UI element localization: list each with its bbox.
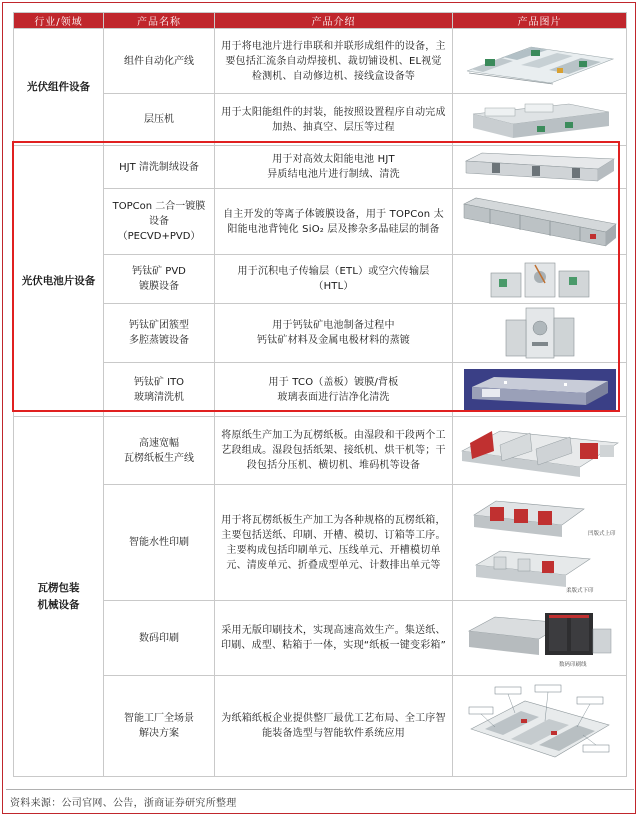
category-pv-module: 光伏组件设备: [14, 29, 104, 146]
product-image-module-line: [453, 29, 627, 94]
source-divider: [6, 789, 634, 790]
product-name: HJT 清洗制绒设备: [104, 146, 215, 189]
product-desc: 采用无版印刷技术，实现高速高效生产。集送纸、印刷、成型、粘箱于一体，实现“纸板一键变彩箱”: [215, 601, 453, 676]
product-image-hjt: [453, 146, 627, 189]
product-image-printing: [453, 485, 627, 601]
product-image-digital-printing: [453, 601, 627, 676]
ito-cleaner-image: [464, 369, 616, 411]
table-row: [14, 94, 627, 146]
product-desc: 用于钙钛矿电池制备过程中 钙钛矿材料及金属电极材料的蒸镀: [215, 304, 453, 363]
table-row: [14, 146, 627, 189]
table-row: [14, 485, 627, 601]
printing-caption-bottom: 柔版式下印: [565, 587, 594, 594]
table-row: [14, 676, 627, 777]
category-corrugated: 瓦楞包装 机械设备: [14, 417, 104, 777]
product-name: 组件自动化产线: [104, 29, 215, 94]
product-image-topcon: [453, 189, 627, 255]
product-desc: 用于沉积电子传输层（ETL）或空穴传输层（HTL）: [215, 255, 453, 304]
product-name: 高速宽幅 瓦楞纸板生产线: [104, 417, 215, 485]
table-row: [14, 255, 627, 304]
product-name: 钙钛矿 PVD 镀膜设备: [104, 255, 215, 304]
product-image-ito-cleaner: [453, 363, 627, 417]
module-line-image: [461, 35, 619, 87]
product-name: 数码印刷: [104, 601, 215, 676]
product-desc: 用于 TCO（盖板）镀膜/背板 玻璃表面进行洁净化清洗: [215, 363, 453, 417]
digital-printing-image: [465, 605, 615, 671]
table-row: [14, 29, 627, 94]
printing-caption-top: 凹版式上印: [587, 530, 616, 537]
product-image-smart-factory: [453, 676, 627, 777]
printing-machines-image: [470, 493, 616, 594]
product-desc: 用于太阳能组件的封装，能按照设置程序自动完成加热、抽真空、层压等过程: [215, 94, 453, 146]
product-image-perovskite-pvd: [453, 255, 627, 304]
header-product: 产品名称: [104, 13, 215, 29]
smart-factory-layout-image: [465, 681, 615, 771]
product-image-evaporation: [453, 304, 627, 363]
product-desc: 自主开发的等离子体镀膜设备，用于 TOPCon 太阳能电池背钝化 SiO₂ 层及掺杂多晶硅层的制备: [215, 189, 453, 255]
table-row: [14, 601, 627, 676]
product-name: TOPCon 二合一镀膜设备 （PECVD+PVD）: [104, 189, 215, 255]
product-image-corrugator: [453, 417, 627, 485]
product-desc: 将原纸生产加工为瓦楞纸板。由湿段和干段两个工艺段组成。湿段包括纸架、接纸机、烘干机等；干段包括分压机、横切机、堆码机等设备: [215, 417, 453, 485]
product-name: 钙钛矿 ITO 玻璃清洗机: [104, 363, 215, 417]
header-image: 产品图片: [453, 13, 627, 29]
laminator-image: [465, 98, 615, 142]
product-image-laminator: [453, 94, 627, 146]
topcon-machine-image: [460, 194, 620, 250]
header-industry: 行业/领域: [14, 13, 104, 29]
product-name: 层压机: [104, 94, 215, 146]
table-row: [14, 189, 627, 255]
category-pv-cell: 光伏电池片设备: [14, 146, 104, 417]
product-desc: 用于对高效太阳能电池 HJT 异质结电池片进行制绒、清洗: [215, 146, 453, 189]
evaporation-cluster-image: [500, 306, 580, 360]
product-name: 智能工厂全场景 解决方案: [104, 676, 215, 777]
product-name: 智能水性印刷: [104, 485, 215, 601]
product-desc: 用于将瓦楞纸板生产加工为各种规格的瓦楞纸箱，主要包括送纸、印刷、开槽、模切、订箱等工序。主要构成包括印刷单元、压线单元、开槽模切单元、清废单元、折叠成型单元、计数排出单元等: [215, 485, 453, 601]
product-desc: 为纸箱纸板企业提供整厂最优工艺布局、全工序智能装备选型与智能软件系统应用: [215, 676, 453, 777]
perovskite-pvd-image: [485, 257, 595, 301]
product-desc: 用于将电池片进行串联和并联形成组件的设备，主要包括汇流条自动焊接机、裁切铺设机、EL视觉检测机、自动修边机、接线盒设备等: [215, 29, 453, 94]
table-row: [14, 304, 627, 363]
source-note: 资料来源：公司官网、公告，浙商证券研究所整理: [10, 798, 237, 809]
table-row: [14, 417, 627, 485]
product-name: 钙钛矿团簇型 多腔蒸镀设备: [104, 304, 215, 363]
corrugator-line-image: [460, 421, 620, 481]
hjt-machine-image: [462, 149, 618, 185]
product-table: [13, 12, 627, 777]
digital-caption: 数码印刷线: [558, 662, 587, 668]
table-row: [14, 363, 627, 417]
header-intro: 产品介绍: [215, 13, 453, 29]
table-header-row: [14, 13, 627, 29]
